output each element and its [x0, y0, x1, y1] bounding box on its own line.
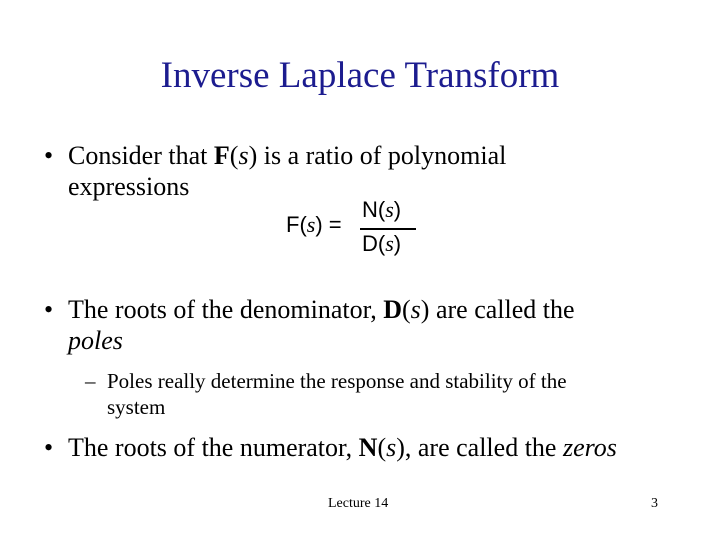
sub-bullet-marker: – [85, 369, 96, 393]
transfer-function-formula [284, 195, 424, 261]
sub-bullet-text [107, 368, 667, 420]
bullet-2-text [68, 294, 575, 356]
formula-lhs: F(s) = [286, 212, 342, 237]
formula-numerator: N(s) [362, 197, 402, 222]
bullet-3-text [68, 432, 617, 463]
formula-denominator: D(s) [362, 231, 402, 256]
bullet-1-line-2: expressions [68, 172, 190, 201]
bullet-1 [44, 140, 664, 202]
bullet-1-line-1: Consider that F(s) is a ratio of polynomial [68, 141, 507, 170]
footer-lecture: Lecture 14 [328, 496, 389, 511]
bullet-marker: • [44, 295, 54, 324]
bullet-3 [44, 432, 684, 463]
sub-bullet-line-1: Poles really determine the response and stability of the [107, 369, 567, 393]
bullet-2 [44, 294, 664, 356]
sub-bullet [85, 368, 685, 422]
bullet-1-text [68, 140, 506, 202]
bullet-marker: • [44, 433, 54, 462]
bullet-2-line-2: poles [68, 326, 123, 355]
footer-page-number: 3 [651, 496, 658, 511]
sub-bullet-line-2: system [107, 395, 166, 419]
bullet-2-line-1: The roots of the denominator, D(s) are called the [68, 295, 575, 324]
slide-title: Inverse Laplace Transform [160, 55, 560, 96]
bullet-3-line-1: The roots of the numerator, N(s), are called the zeros [68, 433, 617, 462]
bullet-marker: • [44, 141, 54, 170]
fraction-bar [360, 228, 416, 230]
